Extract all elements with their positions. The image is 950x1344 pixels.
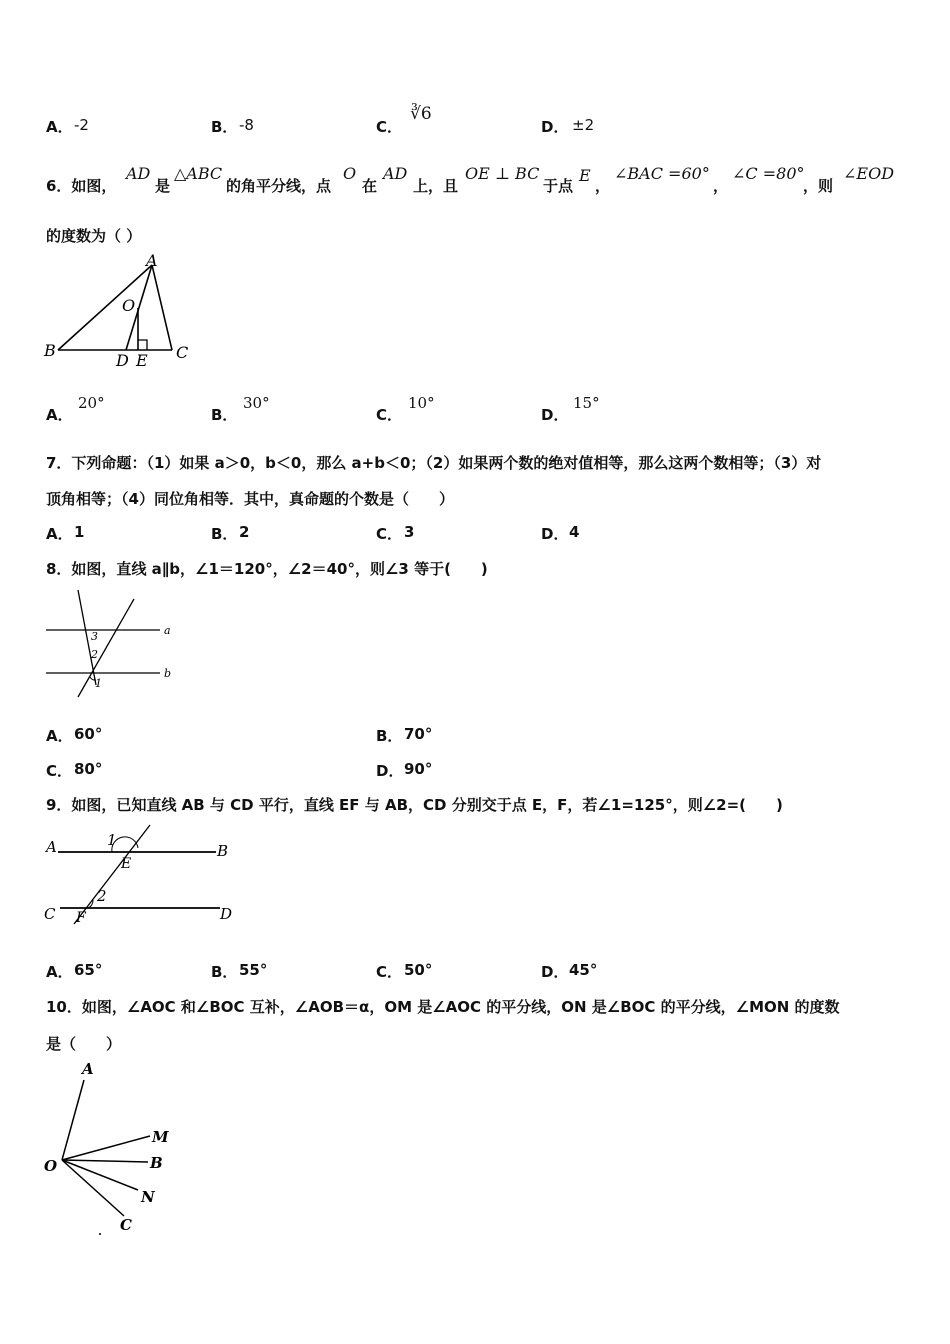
q8-option-a-value: 60° — [74, 725, 103, 743]
q6-perpendicular: OE ⊥ BC — [465, 164, 540, 183]
q9-figure — [40, 820, 240, 930]
q8-fig-label-a: a — [164, 624, 171, 637]
q6-yudian: 于点 — [543, 177, 574, 195]
q5-option-c-value: ∛6 — [410, 104, 432, 124]
q8-figure — [40, 585, 180, 700]
q7-option-b-label: B． — [211, 525, 238, 543]
q6-option-a-label: A． — [46, 406, 73, 424]
q6-option-b-value: 30° — [243, 394, 270, 412]
q5-option-d-value: ±2 — [572, 116, 595, 134]
q9-option-b-value: 55° — [239, 961, 268, 979]
q6-ad-2: AD — [383, 164, 408, 183]
q6-zai: 在 — [362, 177, 378, 195]
q6-bisector-text: 的角平分线，点 — [226, 177, 332, 195]
q7-option-d-label: D． — [541, 525, 569, 543]
q6-figure — [40, 250, 200, 375]
q10-fig-label-m: M — [152, 1128, 169, 1146]
q9-fig-label-2: 2 — [97, 887, 107, 905]
q10-fig-label-b: B — [150, 1154, 163, 1172]
q6-fig-label-c: C — [176, 343, 189, 362]
q7-line-1: 7．下列命题：（1）如果 a＞0，b＜0，那么 a+b＜0；（2）如果两个数的绝对值相等，那么这两个数相等；（3）对 — [46, 454, 822, 472]
q9-option-d-value: 45° — [569, 961, 598, 979]
q6-option-c-value: 10° — [408, 394, 435, 412]
q6-ze: ，则 — [803, 177, 834, 195]
q6-option-a-value: 20° — [78, 394, 105, 412]
q6-angle-bac: ∠BAC =60° — [614, 164, 710, 183]
q10-fig-label-c: C — [120, 1216, 132, 1234]
q10-fig-label-n: N — [141, 1188, 155, 1206]
q10-line-1: 10．如图，∠AOC 和∠BOC 互补，∠AOB＝α，OM 是∠AOC 的平分线，ON 是∠BOC 的平分线，∠MON 的度数 — [46, 998, 840, 1016]
q6-triangle: △ABC — [174, 164, 223, 183]
q7-option-d-value: 4 — [569, 523, 580, 541]
q6-fig-label-b: B — [44, 341, 56, 360]
q9-fig-label-c: C — [44, 905, 56, 923]
q6-option-b-label: B． — [211, 406, 238, 424]
q7-option-b-value: 2 — [239, 523, 250, 541]
q9-option-d-label: D． — [541, 963, 569, 981]
q10-line-2: 是（ ） — [46, 1035, 122, 1053]
q6-angle-eod: ∠EOD — [843, 164, 895, 183]
q6-fig-label-a: A — [146, 251, 158, 270]
q9-option-c-label: C． — [376, 963, 403, 981]
q9-fig-label-b: B — [217, 842, 229, 860]
q8-fig-label-3: 3 — [91, 630, 98, 643]
q9-fig-label-1: 1 — [107, 831, 117, 849]
q7-option-c-label: C． — [376, 525, 403, 543]
q7-line-2: 顶角相等；（4）同位角相等．其中，真命题的个数是（ ） — [46, 490, 454, 508]
q6-point-e: E — [579, 166, 591, 185]
q5-option-a-value: -2 — [74, 116, 89, 134]
q9-fig-label-d: D — [220, 905, 233, 923]
q8-fig-label-2: 2 — [91, 648, 98, 661]
q6-shang: 上，且 — [413, 177, 459, 195]
q6-number: 6．如图， — [46, 177, 117, 195]
q6-point-o: O — [343, 164, 357, 183]
q9-fig-label-f: F — [76, 910, 86, 926]
q8-line-1: 8．如图，直线 a∥b，∠1＝120°，∠2＝40°，则∠3 等于( ) — [46, 560, 488, 578]
q5-option-c-label: C． — [376, 118, 403, 136]
q6-option-d-label: D． — [541, 406, 569, 424]
q6-option-c-label: C． — [376, 406, 403, 424]
q6-fig-label-o: O — [122, 296, 136, 315]
q7-option-a-value: 1 — [74, 523, 85, 541]
q9-fig-label-e: E — [121, 856, 132, 872]
q8-fig-label-1: 1 — [95, 677, 102, 690]
q6-option-d-value: 15° — [573, 394, 600, 412]
q5-option-d-label: D． — [541, 118, 569, 136]
q8-option-d-value: 90° — [404, 760, 433, 778]
q8-option-b-value: 70° — [404, 725, 433, 743]
q8-option-d-label: D． — [376, 762, 404, 780]
q10-figure — [38, 1058, 198, 1243]
q8-option-c-label: C． — [46, 762, 73, 780]
q10-fig-label-o: O — [44, 1157, 58, 1175]
q9-line-1: 9．如图，已知直线 AB 与 CD 平行，直线 EF 与 AB，CD 分别交于点 E，F，若∠1=125°，则∠2=( ) — [46, 796, 783, 814]
q5-option-b-value: -8 — [239, 116, 254, 134]
q9-fig-label-a: A — [46, 838, 57, 856]
q6-fig-label-d: D — [116, 351, 129, 370]
q9-option-a-label: A． — [46, 963, 73, 981]
q6-ad: AD — [126, 164, 151, 183]
q8-option-a-label: A． — [46, 727, 73, 745]
q6-fig-label-e: E — [136, 351, 148, 370]
q9-option-c-value: 50° — [404, 961, 433, 979]
q6-comma-1: ， — [595, 177, 611, 195]
q8-fig-label-b: b — [164, 667, 172, 680]
q5-option-a-label: A． — [46, 118, 73, 136]
q6-comma-2: ， — [713, 177, 729, 195]
q9-option-a-value: 65° — [74, 961, 103, 979]
q9-option-b-label: B． — [211, 963, 238, 981]
q6-line-2: 的度数为（ ） — [46, 227, 142, 245]
q8-option-b-label: B． — [376, 727, 403, 745]
q7-option-c-value: 3 — [404, 523, 415, 541]
q6-angle-c: ∠C =80° — [732, 164, 805, 183]
q8-option-c-value: 80° — [74, 760, 103, 778]
q7-option-a-label: A． — [46, 525, 73, 543]
q10-fig-label-a: A — [82, 1060, 94, 1078]
q6-shi: 是 — [155, 177, 171, 195]
q5-option-b-label: B． — [211, 118, 238, 136]
